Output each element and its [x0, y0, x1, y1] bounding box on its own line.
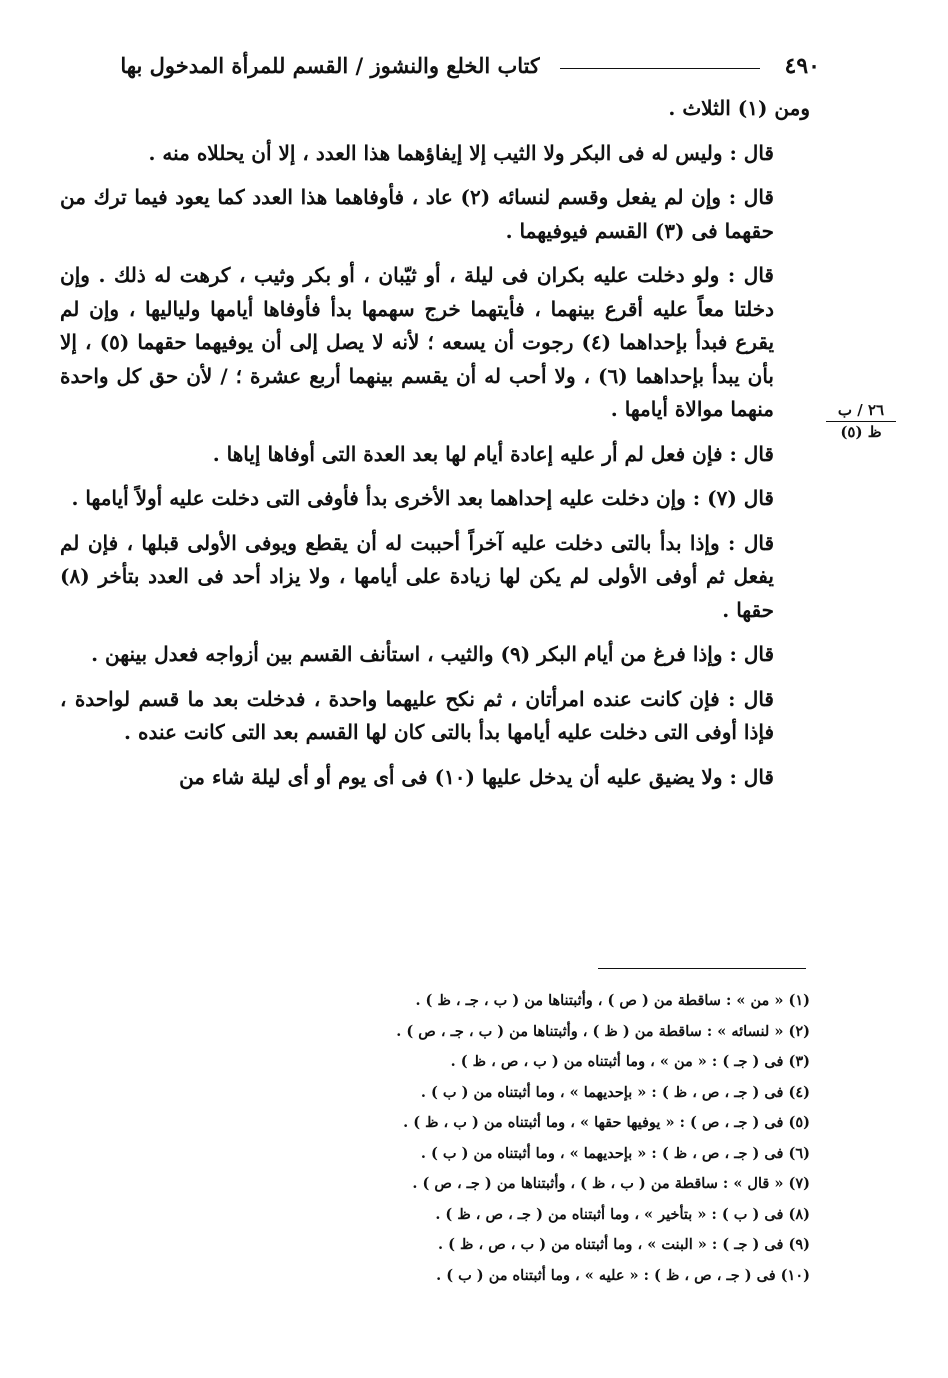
paragraph: قال : ولا يضيق عليه أن يدخل عليها (١٠) فى أى يوم أو أى ليلة شاء من	[179, 764, 774, 789]
header-rule	[560, 68, 760, 69]
footnote: (٩) فى ( جـ ) : « البنت » ، وما أثبتناه من ( ب ، ص ، ظ ) .	[438, 1236, 810, 1253]
footnote: (٨) فى ( ب ) : « بتأخير » ، وما أثبتناه من ( جـ ، ص ، ظ ) .	[435, 1205, 810, 1223]
page-header	[60, 46, 820, 86]
paragraph-continuation: ومن (١) الثلاث .	[668, 96, 810, 120]
paragraph: قال : وإن لم يفعل وقسم لنسائه (٢) عاد ، فأوفاهما هذا العدد كما يعود فيما ترك من حقهما فى (٣) القسم فيوفيهما .	[60, 185, 774, 243]
paragraph: قال : ولو دخلت عليه بكران فى ليلة ، أو ثيّبان ، أو بكر وثيب ، كرهت له ذلك . وإن دخلتا معاً عليه أقرع بينهما ، فأيتهما خرج سهمها بدأ فأوفاها أيامها ولياليها ، وإن لم يقرع فبدأ بإحداهما (٤) رجوت أن يسعه ؛ لأنه لا يصل إلى أن يوفيهما حقهما (٥) ، إلا بأن يبدأ بإحداهما (٦) ، ولا أحب له أن يقسم بينهما أربع عشرة ؛ / لأن حق كل واحدة منهما موالاة أيامها .	[60, 263, 775, 421]
footnotes	[140, 986, 810, 1291]
paragraph: قال : وإذا فرغ من أيام البكر (٩) والثيب ، استأنف القسم بين أزواجه فعدل بينهن .	[91, 642, 774, 666]
footnote: (١٠) فى ( جـ ، ص ، ظ ) : « عليه » ، وما أثبتناه من ( ب ) .	[436, 1266, 810, 1284]
page-number: ٤٩٠	[784, 53, 820, 79]
footnote: (٢) « لنسائه » : ساقطة من ( ظ ) ، وأثبتناها من ( ب ، جـ ، ص ) .	[396, 1022, 810, 1040]
paragraph: قال : فإن كانت عنده امرأتان ، ثم نكح عليهما واحدة ، فدخلت بعد ما قسم لواحدة ، فإذا أوفى التى دخلت عليه أيامها بدأ بالتى كان لها القسم بعد التى كانت عنده .	[60, 686, 774, 744]
footnote: (٦) فى ( جـ ، ص ، ظ ) : « بإحديهما » ، وما أثبتناه من ( ب ) .	[420, 1144, 810, 1162]
footnote: (٥) فى ( جـ ، ص ) : « يوفيها حقها » ، وما أثبتناه من ( ب ، ظ ) .	[403, 1114, 810, 1131]
footnote: (٧) « قال » : ساقطة من ( ب ، ظ ) ، وأثبتناها من ( جـ ، ص ) .	[412, 1175, 810, 1192]
paragraph: قال : وليس له فى البكر ولا الثيب إلا إيفاؤهما هذا العدد ، إلا أن يحللاه منه .	[148, 140, 774, 165]
footnote: (٤) فى ( جـ ، ص ، ظ ) : « بإحديهما » ، وما أثبتناه من ( ب ) .	[420, 1083, 810, 1101]
footnote: (١) « من » : ساقطة من ( ص ) ، وأثبتناها من ( ب ، جـ ، ظ ) .	[415, 992, 810, 1009]
running-title: كتاب الخلع والنشوز / القسم للمرأة المدخول بها	[120, 53, 540, 78]
footnote-separator	[598, 968, 806, 969]
paragraph: قال : فإن فعل لم أر عليه إعادة أيام لها بعد العدة التى أوفاها إياها .	[212, 441, 774, 466]
paragraph: قال : وإذا بدأ بالتى دخلت عليه آخراً أحببت له أن يقطع ويوفى الأولى قبلها ، فإن لم يفعل ثم أوفى الأولى لم يكن لها زيادة على أيامها ، ولا يزاد أحد فى العدد بتأخر (٨) حقها .	[60, 530, 774, 622]
main-text	[60, 92, 810, 805]
margin-note-manuscript: ظ (٥)	[840, 423, 882, 441]
paragraph: قال (٧) : وإن دخلت عليه إحداهما بعد الأخرى بدأ فأوفى التى دخلت عليه أولاً أيامها .	[71, 486, 774, 510]
footnote: (٣) فى ( جـ ) : « من » ، وما أثبتناه من ( ب ، ص ، ظ ) .	[450, 1053, 810, 1070]
margin-note-folio: ٢٦ / ب	[826, 400, 896, 422]
margin-folio-note	[826, 400, 896, 442]
